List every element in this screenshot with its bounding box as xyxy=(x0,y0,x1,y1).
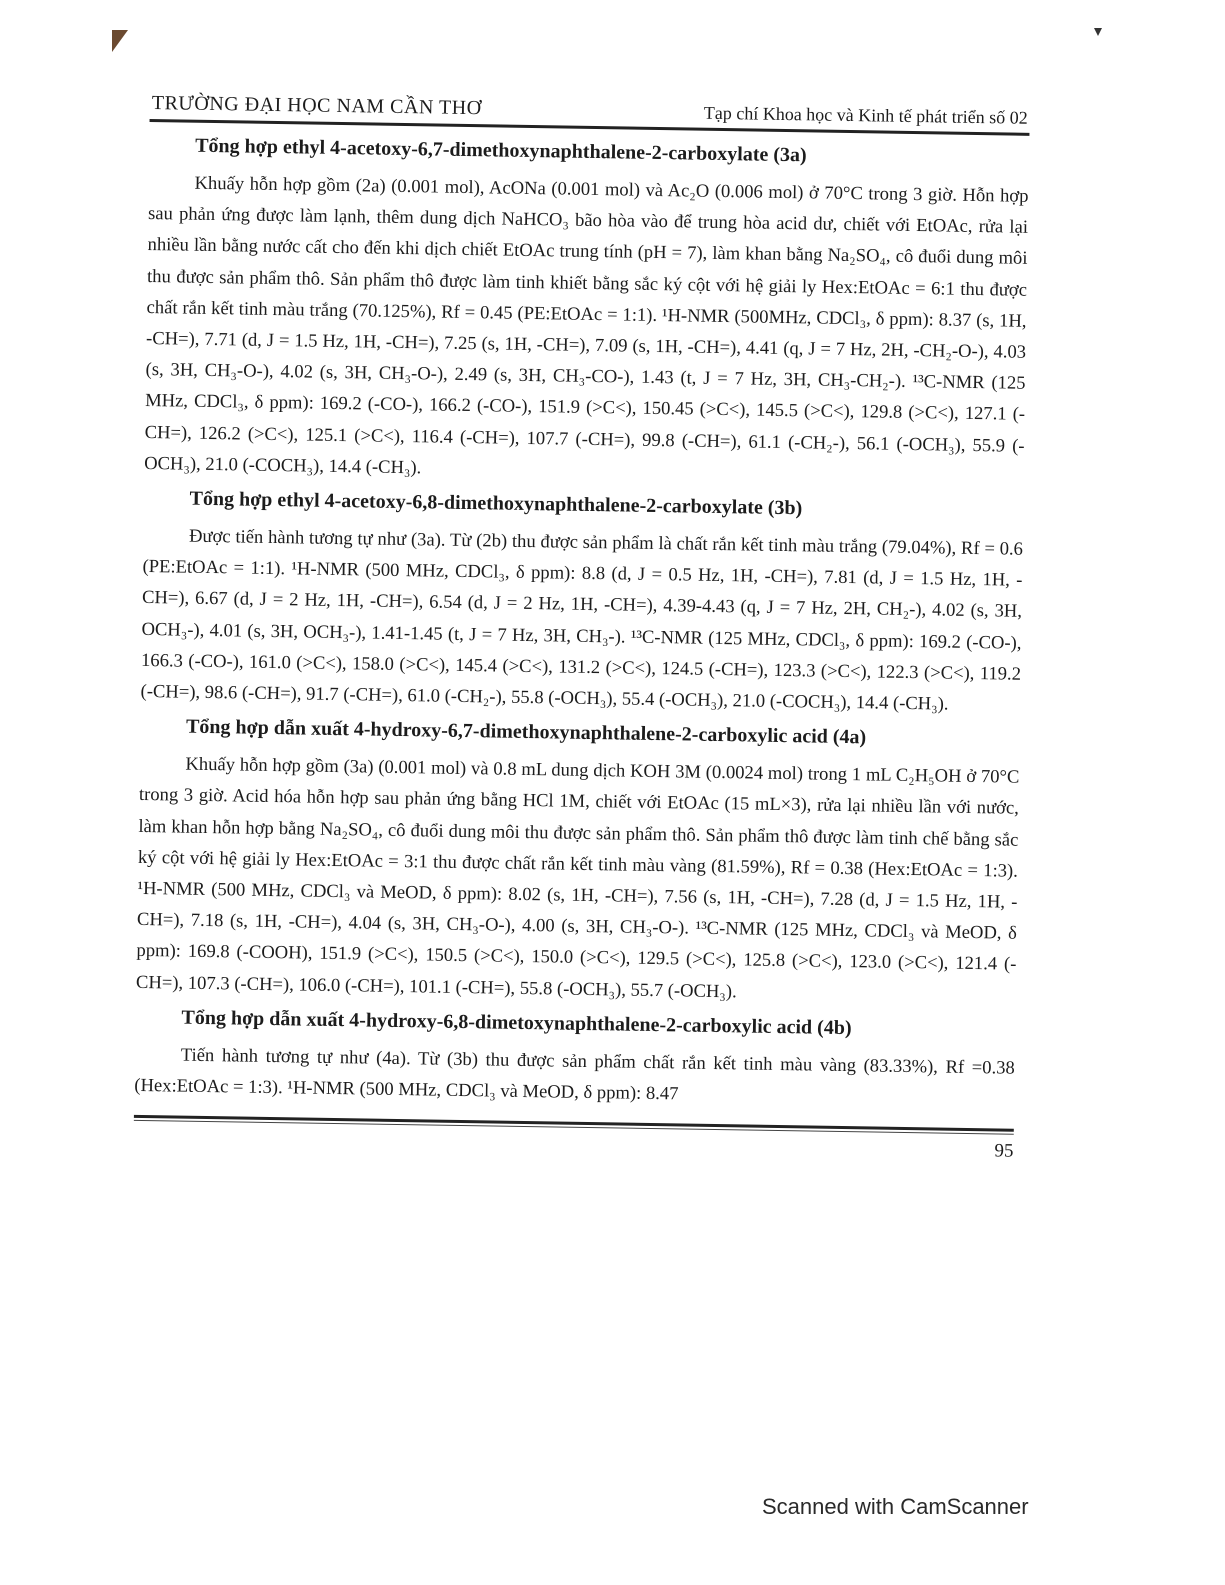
scan-corner-mark-right xyxy=(1094,28,1102,36)
section-heading-3b: Tổng hợp ethyl 4-acetoxy-6,8-dimethoxynaphthalene-2-carboxylate (3b) xyxy=(189,487,803,520)
section-heading-4b: Tổng hợp dẫn xuất 4-hydroxy-6,8-dimetoxynaphthalene-2-carboxylic acid (4b) xyxy=(181,1006,852,1040)
section-paragraph-4b: Tiến hành tương tự như (4a). Từ (3b) thu được sản phẩm chất rắn kết tinh màu vàng (83.33%), Rf =0.38 (Hex:EtOAc = 1:3). ¹H-NMR (500 MHz, CDCl₃ và MeOD, δ ppm): 8.47 xyxy=(134,1044,1015,1105)
header-university: TRƯỜNG ĐẠI HỌC NAM CẦN THƠ xyxy=(151,92,482,120)
header-journal: Tạp chí Khoa học và Kinh tế phát triển số 02 xyxy=(703,102,1028,128)
scanner-watermark: Scanned with CamScanner xyxy=(762,1494,1029,1519)
section-paragraph-4a: Khuấy hỗn hợp gồm (3a) (0.001 mol) và 0.8 mL dung dịch KOH 3M (0.0024 mol) trong 1 mL C₂H₅OH ở 70°C trong 3 giờ. Acid hóa hỗn hợp sau phản ứng bằng HCl 1M, chiết với EtOAc (15 mL×3), rửa lại nhiều lần với nước, làm khan hỗn hợp bằng Na₂SO₄, cô đuổi dung môi thu được sản phẩm thô. Sản phẩm thô được làm tinh chế bằng sắc ký cột với hệ giải ly Hex:EtOAc = 3:1 thu được chất rắn kết tinh màu vàng (81.59%), Rf = 0.38 (Hex:EtOAc = 1:3). ¹H-NMR (500 MHz, CDCl₃ và MeOD, δ ppm): 8.02 (s, 1H, -CH=), 7.56 (s, 1H, -CH=), 7.28 (d, J = 1.5 Hz, 1H, -CH=), 7.18 (s, 1H, -CH=), 4.04 (s, 3H, CH₃-O-), 4.00 (s, 3H, CH₃-O-). ¹³C-NMR (125 MHz, CDCl₃ và MeOD, δ ppm): 169.8 (-COOH), 151.9 (>C<), 150.5 (>C<), 150.0 (>C<), 129.5 (>C<), 125.8 (>C<), 123.0 (>C<), 121.4 (-CH=), 107.3 (-CH=), 106.0 (-CH=), 101.1 (-CH=), 55.8 (-OCH₃), 55.7 (-OCH₃). xyxy=(135,753,1020,1002)
section-heading-3a: Tổng hợp ethyl 4-acetoxy-6,7-dimethoxynaphthalene-2-carboxylate (3a) xyxy=(194,134,807,167)
section-paragraph-3a: Khuấy hỗn hợp gồm (2a) (0.001 mol), AcONa (0.001 mol) và Ac₂O (0.006 mol) ở 70°C trong 3 giờ. Hỗn hợp sau phản ứng được làm lạnh, thêm dung dịch NaHCO₃ bão hòa vào để trung hòa acid dư, chiết với EtOAc, rửa lại nhiều lần bằng nước cất cho đến khi dịch chiết EtOAc trung tính (pH = 7), làm khan bằng Na₂SO₄, cô đuổi dung môi thu được sản phẩm thô. Sản phẩm thô được làm tinh khiết bằng sắc ký cột với hệ giải ly Hex:EtOAc = 6:1 thu được chất rắn kết tinh màu trắng (70.125%), Rf = 0.45 (PE:EtOAc = 1:1). ¹H-NMR (500MHz, CDCl₃, δ ppm): 8.37 (s, 1H, -CH=), 7.71 (d, J = 1.5 Hz, 1H, -CH=), 7.25 (s, 1H, -CH=), 7.09 (s, 1H, -CH=), 4.41 (q, J = 7 Hz, 2H, -CH₂-O-), 4.03 (s, 3H, CH₃-O-), 4.02 (s, 3H, CH₃-O-), 2.49 (s, 3H, CH₃-CO-), 1.43 (t, J = 7 Hz, 3H, CH₃-CH₂-). ¹³C-NMR (125 MHz, CDCl₃, δ ppm): 169.2 (-CO-), 166.2 (-CO-), 151.9 (>C<), 150.45 (>C<), 145.5 (>C<), 129.8 (>C<), 127.1 (-CH=), 126.2 (>C<), 125.1 (>C<), 116.4 (-CH=), 107.7 (-CH=), 99.8 (-CH=), 61.1 (-CH₂-), 56.1 (-OCH₃), 55.9 (-OCH₃), 21.0 (-COCH₃), 14.4 (-CH₃). xyxy=(144,172,1029,479)
scan-corner-mark-left xyxy=(112,30,128,52)
section-heading-4a: Tổng hợp dẫn xuất 4-hydroxy-6,7-dimethoxynaphthalene-2-carboxylic acid (4a) xyxy=(185,715,867,749)
page-number: 95 xyxy=(994,1140,1014,1162)
section-paragraph-3b: Được tiến hành tương tự như (3a). Từ (2b) thu được sản phẩm là chất rắn kết tinh màu trắng (79.04%), Rf = 0.6 (PE:EtOAc = 1:1). ¹H-NMR (500 MHz, CDCl₃, δ ppm): 8.8 (d, J = 0.5 Hz, 1H, -CH=), 7.81 (d, J = 1.5 Hz, 1H, -CH=), 6.67 (d, J = 2 Hz, 1H, -CH=), 6.54 (d, J = 2 Hz, 1H, -CH=), 4.39-4.43 (q, J = 7 Hz, 2H, CH₂-), 4.02 (s, 3H, OCH₃-), 4.01 (s, 3H, OCH₃-), 1.41-1.45 (t, J = 7 Hz, 3H, CH₃-). ¹³C-NMR (125 MHz, CDCl₃, δ ppm): 169.2 (-CO-), 166.3 (-CO-), 161.0 (>C<), 158.0 (>C<), 145.4 (>C<), 131.2 (>C<), 124.5 (-CH=), 123.3 (>C<), 122.3 (>C<), 119.2 (-CH=), 98.6 (-CH=), 91.7 (-CH=), 61.0 (-CH₂-), 55.8 (-OCH₃), 55.4 (-OCH₃), 21.0 (-COCH₃), 14.4 (-CH₃). xyxy=(140,525,1024,715)
document-page xyxy=(128,92,1029,1476)
